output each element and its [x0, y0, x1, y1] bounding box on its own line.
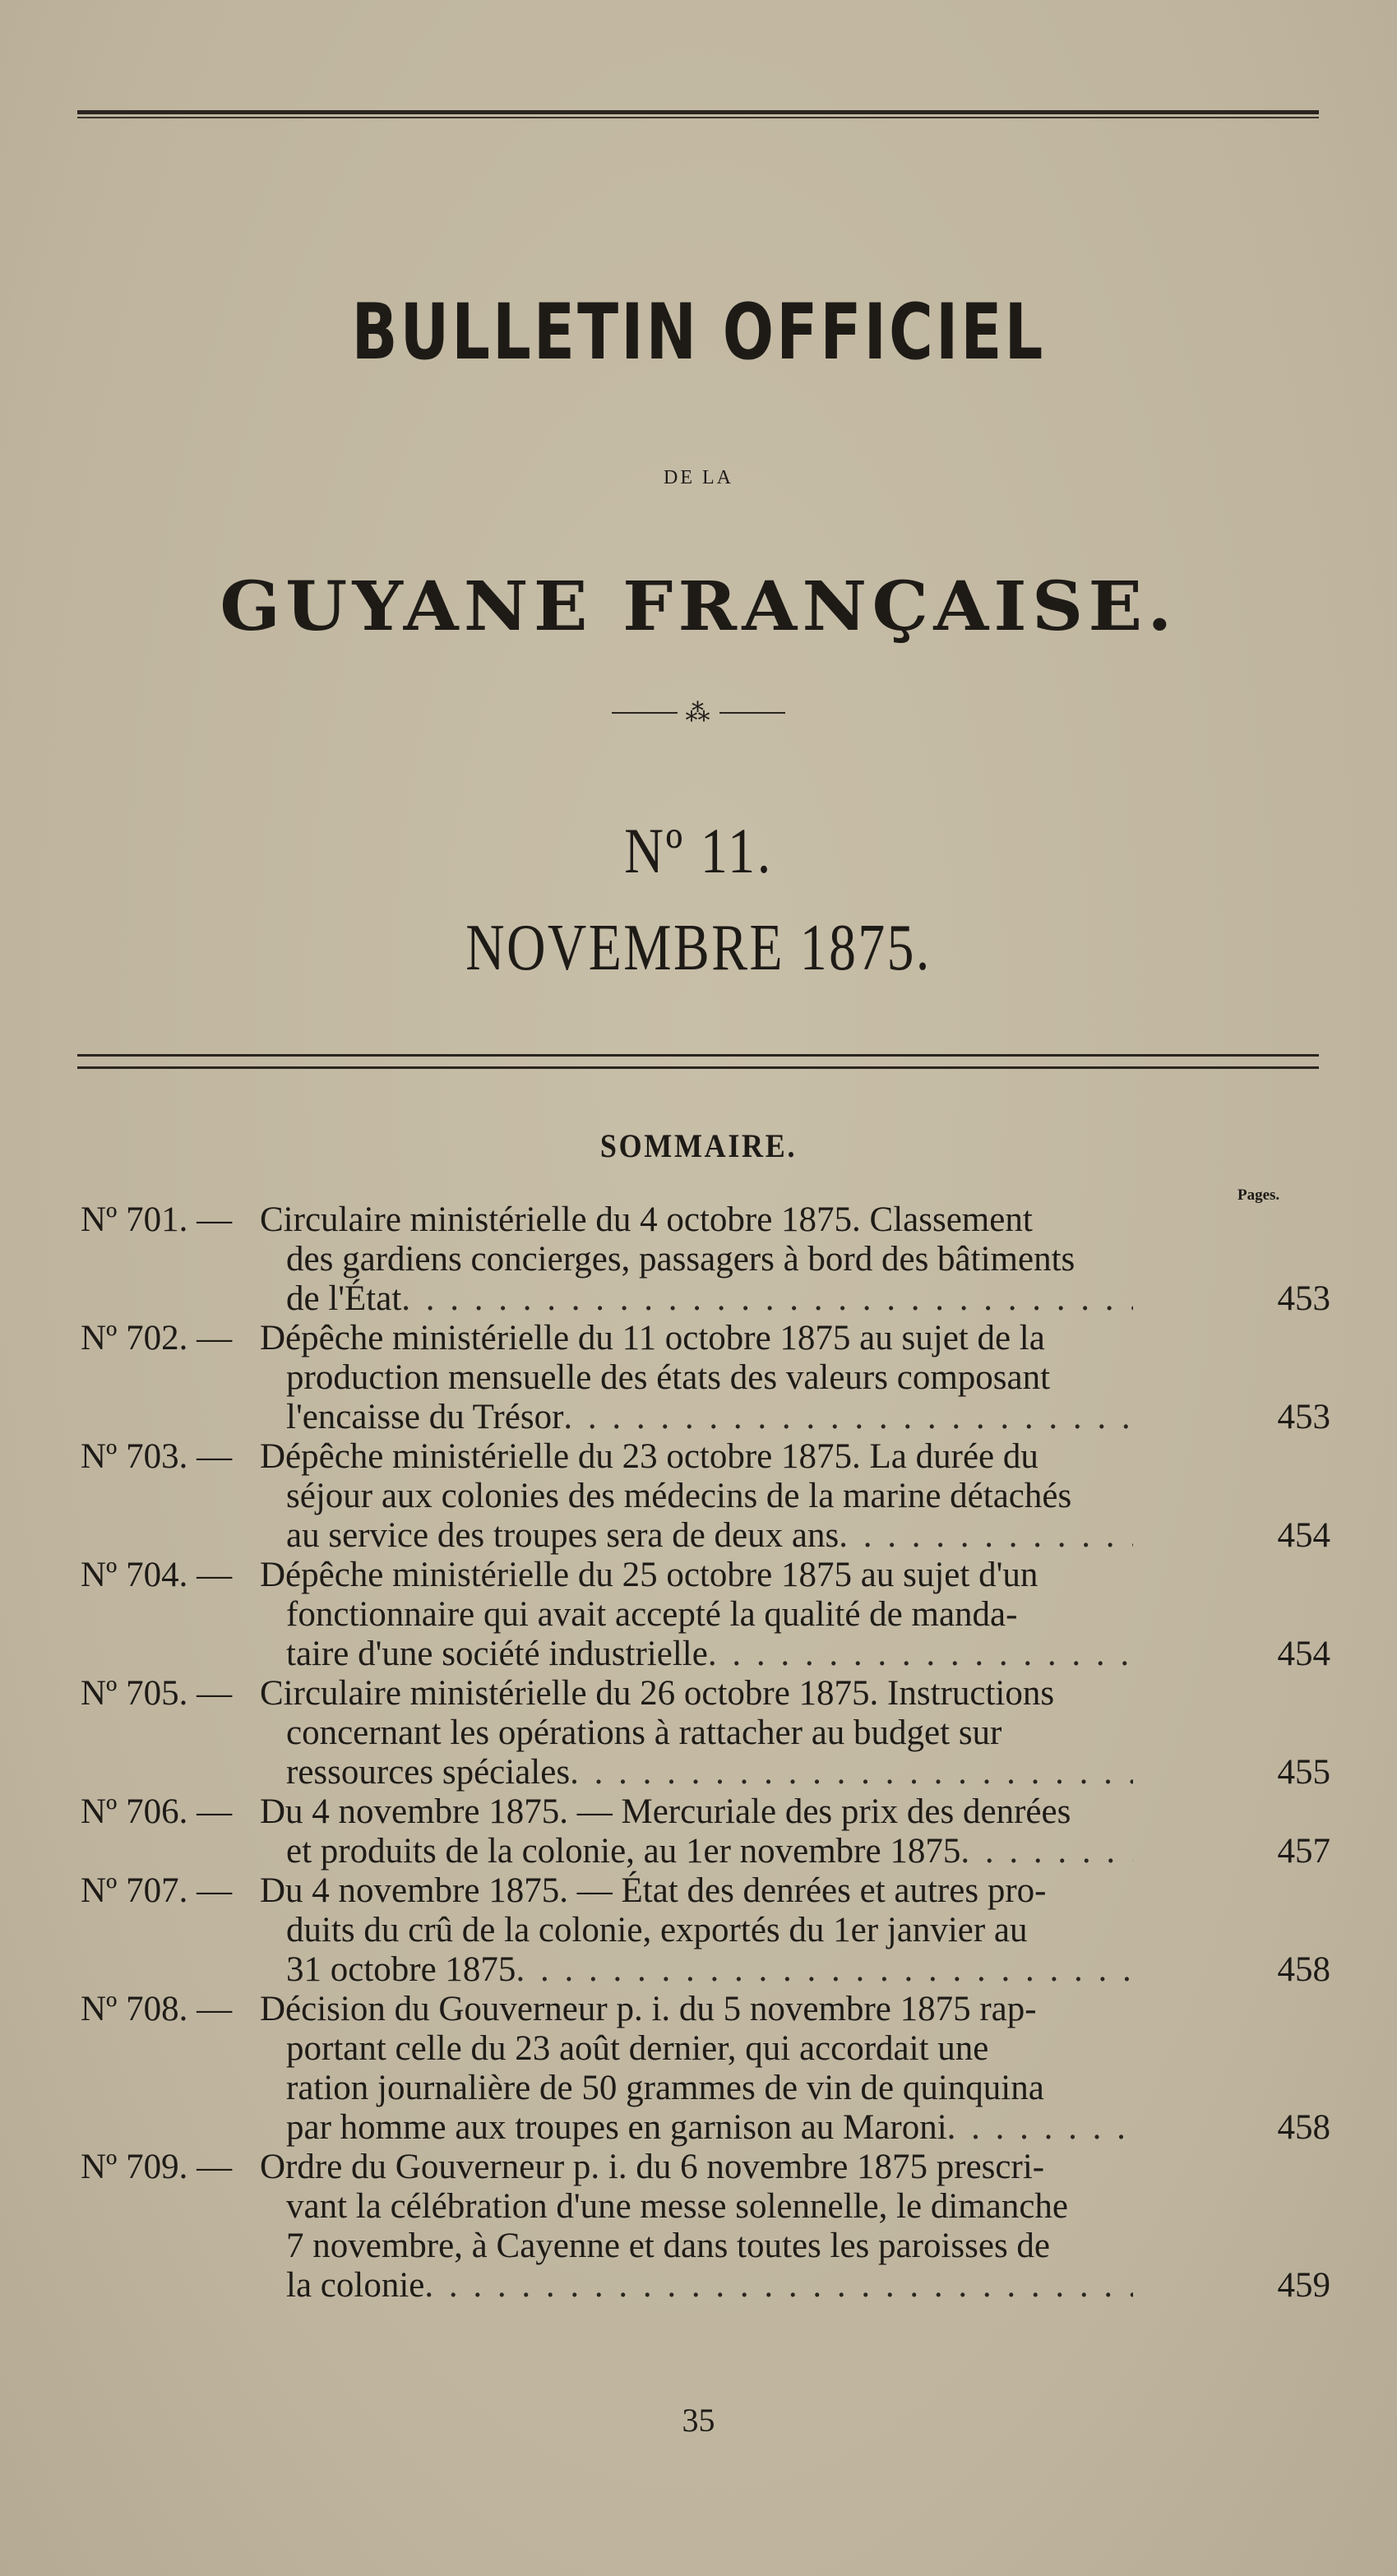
entry-last-line: [286, 2266, 1133, 2305]
issue-number: Nº 11.: [624, 815, 773, 886]
entry-last-line: [286, 1950, 1133, 1990]
middle-rule: [77, 1054, 1319, 1069]
entry-line: Ordre du Gouverneur p. i. du 6 novembre 1875 prescri-: [260, 2148, 1045, 2186]
entry-page: 458: [1277, 1950, 1330, 1989]
entry-line: Dépêche ministérielle du 25 octobre 1875 au sujet d'un: [260, 1556, 1038, 1594]
entry-text: [260, 1200, 1133, 1319]
bulletin-title: BULLETIN OFFICIEL: [351, 288, 1046, 377]
summary-heading: SOMMAIRE.: [599, 1127, 798, 1164]
entry-line: de l'État: [286, 1279, 402, 1318]
entry-number: Nº 704. —: [81, 1556, 233, 1594]
entry-text: [260, 1792, 1133, 1871]
entry-line: au service des troupes sera de deux ans: [286, 1516, 840, 1555]
entry-line: l'encaisse du Trésor: [286, 1398, 564, 1436]
entry-number: Nº 708. —: [81, 1990, 233, 2028]
entry-line: 7 novembre, à Cayenne et dans toutes les paroisses de: [286, 2227, 1051, 2265]
dot-leader: [947, 2108, 1133, 2148]
entry-line: Du 4 novembre 1875. — État des denrées et autres pro-: [260, 1871, 1047, 1910]
bulletin-subtitle: DE LA: [664, 467, 733, 488]
entry-line: Circulaire ministérielle du 4 octobre 1875. Classement: [260, 1200, 1033, 1239]
entry-line: la colonie: [286, 2266, 425, 2305]
entry-line: concernant les opérations à rattacher au budget sur: [286, 1713, 1002, 1752]
entry-last-line: [286, 2108, 1133, 2148]
entry-line: des gardiens concierges, passagers à bord des bâtiments: [286, 1240, 1076, 1279]
dot-leader: [960, 1832, 1133, 1871]
entry-line: séjour aux colonies des médecins de la marine détachés: [286, 1477, 1072, 1515]
entry-number: Nº 707. —: [81, 1871, 233, 1910]
pages-label: Pages.: [1237, 1186, 1280, 1204]
dot-leader: [516, 1950, 1133, 1990]
summary-entry: [81, 1437, 1330, 1556]
entry-last-line: [286, 1753, 1133, 1792]
entry-text: [260, 1990, 1133, 2148]
dot-leader: [563, 1398, 1133, 1437]
entry-page: 453: [1277, 1398, 1330, 1436]
entry-text: [260, 1556, 1133, 1674]
entry-last-line: [286, 1516, 1133, 1556]
entry-text: [260, 2148, 1133, 2305]
entry-page: 458: [1277, 2108, 1330, 2147]
entry-number: Nº 706. —: [81, 1792, 233, 1831]
issue-month: NOVEMBRE 1875.: [465, 912, 932, 984]
page-number: 35: [682, 2402, 715, 2439]
dot-leader: [570, 1753, 1133, 1792]
entry-text: [260, 1437, 1133, 1556]
entry-number: Nº 703. —: [81, 1437, 233, 1476]
entry-line: 31 octobre 1875: [286, 1950, 516, 1989]
entry-number: Nº 702. —: [81, 1319, 233, 1357]
dot-leader: [424, 2266, 1133, 2305]
summary-entry: [81, 1792, 1330, 1871]
entry-page: 454: [1277, 1516, 1330, 1555]
entry-last-line: [286, 1398, 1133, 1437]
entry-page: 457: [1277, 1832, 1330, 1871]
summary-entry: [81, 1990, 1330, 2148]
ornament-glyph: ⁂: [685, 699, 712, 727]
entry-page: 459: [1277, 2266, 1330, 2305]
entry-text: [260, 1674, 1133, 1792]
entry-line: ressources spéciales: [286, 1753, 571, 1792]
entry-page: 455: [1277, 1753, 1330, 1792]
top-rule: [77, 110, 1319, 118]
entry-line: production mensuelle des états des valeurs composant: [286, 1358, 1051, 1397]
summary-entry: [81, 2148, 1330, 2305]
entry-line: Dépêche ministérielle du 11 octobre 1875 au sujet de la: [260, 1319, 1045, 1357]
entry-line: Du 4 novembre 1875. — Mercuriale des prix des denrées: [260, 1792, 1071, 1831]
entry-last-line: [286, 1635, 1133, 1674]
entry-number: Nº 705. —: [81, 1674, 233, 1713]
entry-line: taire d'une société industrielle: [286, 1635, 708, 1673]
summary-entry: [81, 1871, 1330, 1990]
entry-last-line: [286, 1279, 1133, 1319]
summary-entry: [81, 1319, 1330, 1437]
entry-line: ration journalière de 50 grammes de vin de quinquina: [286, 2069, 1044, 2107]
entry-text: [260, 1319, 1133, 1437]
dot-leader: [839, 1516, 1133, 1556]
summary-entry: [81, 1674, 1330, 1792]
entry-line: vant la célébration d'une messe solennelle, le dimanche: [286, 2187, 1068, 2226]
entry-line: fonctionnaire qui avait accepté la qualité de manda-: [286, 1595, 1018, 1634]
summary-entry: [81, 1556, 1330, 1674]
entry-line: et produits de la colonie, au 1er novembre 1875: [286, 1832, 961, 1871]
entry-number: Nº 701. —: [81, 1200, 233, 1239]
dot-leader: [401, 1279, 1133, 1319]
colony-title: GUYANE FRANÇAISE.: [220, 567, 1177, 646]
entry-line: Décision du Gouverneur p. i. du 5 novembre 1875 rap-: [260, 1990, 1037, 2028]
summary-entry: [81, 1200, 1330, 1319]
entry-number: Nº 709. —: [81, 2148, 233, 2186]
dot-leader: [708, 1635, 1133, 1674]
entry-line: Dépêche ministérielle du 23 octobre 1875. La durée du: [260, 1437, 1038, 1476]
entry-page: 453: [1277, 1279, 1330, 1318]
entry-last-line: [286, 1832, 1133, 1871]
entry-line: par homme aux troupes en garnison au Maroni: [286, 2108, 947, 2147]
entry-line: duits du crû de la colonie, exportés du 1er janvier au: [286, 1911, 1028, 1949]
entry-line: portant celle du 23 août dernier, qui accordait une: [286, 2029, 989, 2068]
entry-text: [260, 1871, 1133, 1990]
entry-page: 454: [1277, 1635, 1330, 1673]
ornament: [0, 697, 1397, 728]
entry-line: Circulaire ministérielle du 26 octobre 1875. Instructions: [260, 1674, 1055, 1713]
